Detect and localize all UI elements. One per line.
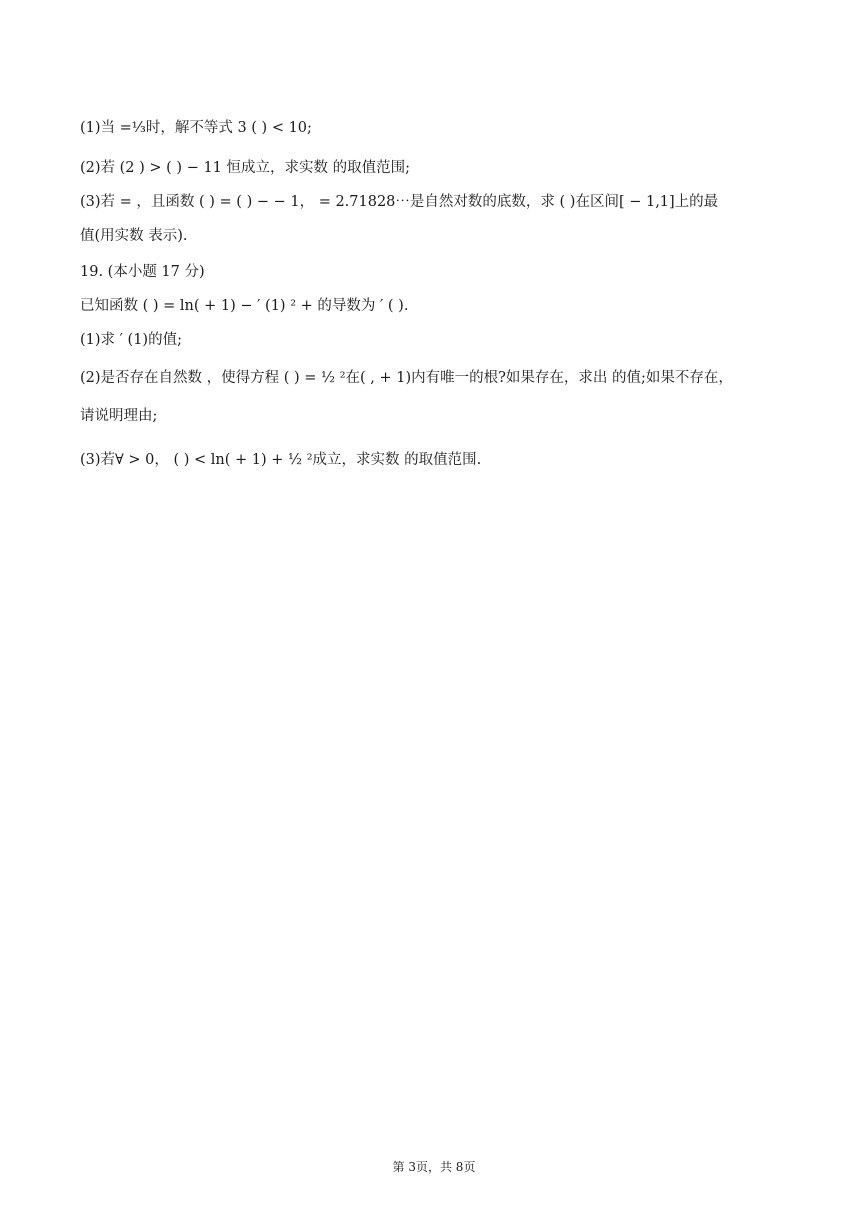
question-18-part-1: (1)当 =¹⁄₃时，解不等式 3 ( ) < 10;: [80, 120, 312, 136]
question-19-part-2-line-1: (2)是否存在自然数 ，使得方程 ( ) = ½ ²在( , + 1)内有唯一的根?如果存在，求出 的值;如果不存在，: [80, 370, 733, 386]
question-18-part-2: (2)若 (2 ) > ( ) − 11 恒成立，求实数 的取值范围;: [80, 160, 411, 176]
question-18-part-3-line-1: (3)若 = ，且函数 ( ) = ( ) − − 1， = 2.71828⋯是自然对数的底数，求 ( )在区间[ − 1,1]上的最: [80, 194, 719, 210]
page-number-footer: 第 3页，共 8页: [392, 1160, 476, 1174]
question-19-stem: 已知函数 ( ) = ln( + 1) − ′ (1) ² + 的导数为 ′ ( ).: [80, 298, 409, 314]
question-18-part-3-line-2: 值(用实数 表示).: [80, 228, 188, 244]
question-19-heading: 19. (本小题 17 分): [80, 264, 205, 280]
question-19-part-2-line-2: 请说明理由;: [80, 408, 158, 424]
question-19-part-1: (1)求 ′ (1)的值;: [80, 332, 182, 348]
question-19-part-3: (3)若∀ > 0， ( ) < ln( + 1) + ½ ²成立，求实数 的取值范围.: [80, 452, 482, 468]
